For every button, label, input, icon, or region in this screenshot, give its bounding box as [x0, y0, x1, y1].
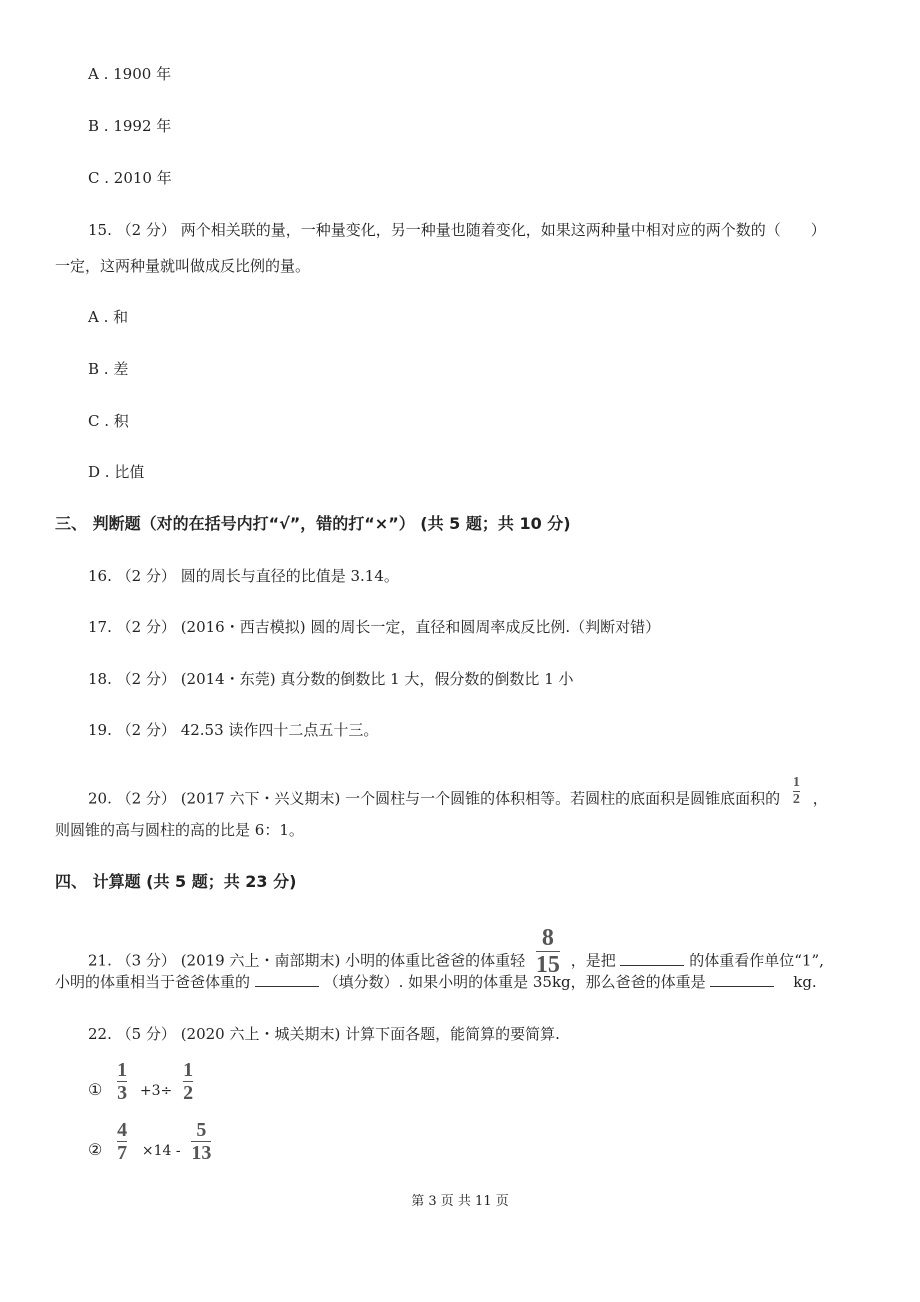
- fraction-denominator: 13: [191, 1141, 212, 1164]
- q20-fraction-denominator: 2: [792, 792, 800, 807]
- q22-item2-operator: ×14 -: [141, 1143, 181, 1159]
- q22-text: 22. （5 分） (2020 六上・城关期末) 计算下面各题，能简算的要简算.: [88, 1025, 560, 1043]
- fraction-denominator: 2: [183, 1081, 194, 1104]
- q22-item1-fraction2: [183, 1060, 193, 1103]
- q22-item2: [88, 1118, 217, 1173]
- q21-text-mid: ，是把: [570, 951, 616, 970]
- section3-heading: 三、 判断题（对的在括号内打“√”，错的打“×”） (共 5 题；共 10 分): [55, 514, 571, 533]
- fraction-denominator: 3: [117, 1081, 128, 1104]
- q22-item2-marker: ②: [88, 1140, 103, 1159]
- q21-line2-end: kg.: [793, 973, 817, 991]
- q15-option-b: B . 差: [88, 360, 129, 378]
- q22-item1-marker: ①: [88, 1080, 103, 1099]
- q17-text: 17. （2 分） (2016・西吉模拟) 圆的周长一定，直径和圆周率成反比例.（判断对错）: [88, 618, 661, 636]
- q21-fraction: [536, 926, 560, 977]
- q14-option-a: A . 1900 年: [88, 65, 172, 83]
- q21-line2-start: 小明的体重相当于爸爸体重的: [55, 973, 251, 991]
- q15-text-line1: 15. （2 分） 两个相关联的量，一种量变化，另一种量也随着变化，如果这两种量中相对应的两个数的（ ）: [88, 221, 826, 239]
- q21-fraction-numerator: 8: [541, 925, 554, 951]
- section4-heading: 四、 计算题 (共 5 题；共 23 分): [55, 872, 297, 891]
- q21-text: 21. （3 分） (2019 六上・南部期末) 小明的体重比爸爸的体重轻: [88, 951, 526, 970]
- q20-fraction-numerator: 1: [792, 775, 800, 790]
- fraction-numerator: 1: [183, 1058, 194, 1081]
- q15-option-a: A . 和: [88, 308, 129, 326]
- q20-text-line2: 则圆锥的高与圆柱的高的比是 6：1。: [55, 821, 304, 839]
- q14-option-b: B . 1992 年: [88, 117, 172, 135]
- fraction-numerator: 4: [117, 1118, 128, 1141]
- answer-blank-2[interactable]: [255, 972, 319, 987]
- q22-item2-fraction2: [191, 1120, 211, 1163]
- q16-text: 16. （2 分） 圆的周长与直径的比值是 3.14。: [88, 567, 399, 585]
- q15-text-line2: 一定，这两种量就叫做成反比例的量。: [55, 257, 311, 275]
- page-footer: 第 3 页 共 11 页: [411, 1194, 509, 1209]
- q15-option-d: D . 比值: [88, 463, 145, 481]
- q20-text-end: ，: [812, 789, 828, 808]
- q19-text: 19. （2 分） 42.53 读作四十二点五十三。: [88, 721, 379, 739]
- q21-fraction-denominator: 15: [535, 952, 560, 978]
- q22-item1: [88, 1058, 199, 1113]
- q18-text: 18. （2 分） (2014・东莞) 真分数的倒数比 1 大，假分数的倒数比 1 小: [88, 670, 574, 688]
- q22-item1-operator: +3÷: [139, 1083, 173, 1099]
- q21-line2-mid: （填分数）. 如果小明的体重是 35kg，那么爸爸的体重是: [323, 973, 706, 991]
- q20-text-line1: [88, 775, 828, 815]
- q21-text-line2: [55, 972, 817, 992]
- q20-fraction: [793, 776, 800, 807]
- answer-blank-3[interactable]: [710, 972, 774, 987]
- q22-item2-fraction1: [117, 1120, 127, 1163]
- fraction-denominator: 7: [117, 1141, 128, 1164]
- q14-option-c: C . 2010 年: [88, 169, 172, 187]
- q22-item1-fraction1: [117, 1060, 127, 1103]
- q15-option-c: C . 积: [88, 412, 129, 430]
- q20-text: 20. （2 分） (2017 六下・兴义期末) 一个圆柱与一个圆锥的体积相等。若圆柱的底面积是圆锥底面积的: [88, 789, 781, 808]
- fraction-numerator: 5: [196, 1118, 207, 1141]
- q21-text-end: 的体重看作单位“1”,: [689, 951, 824, 970]
- fraction-numerator: 1: [117, 1058, 128, 1081]
- answer-blank-1[interactable]: [620, 951, 684, 966]
